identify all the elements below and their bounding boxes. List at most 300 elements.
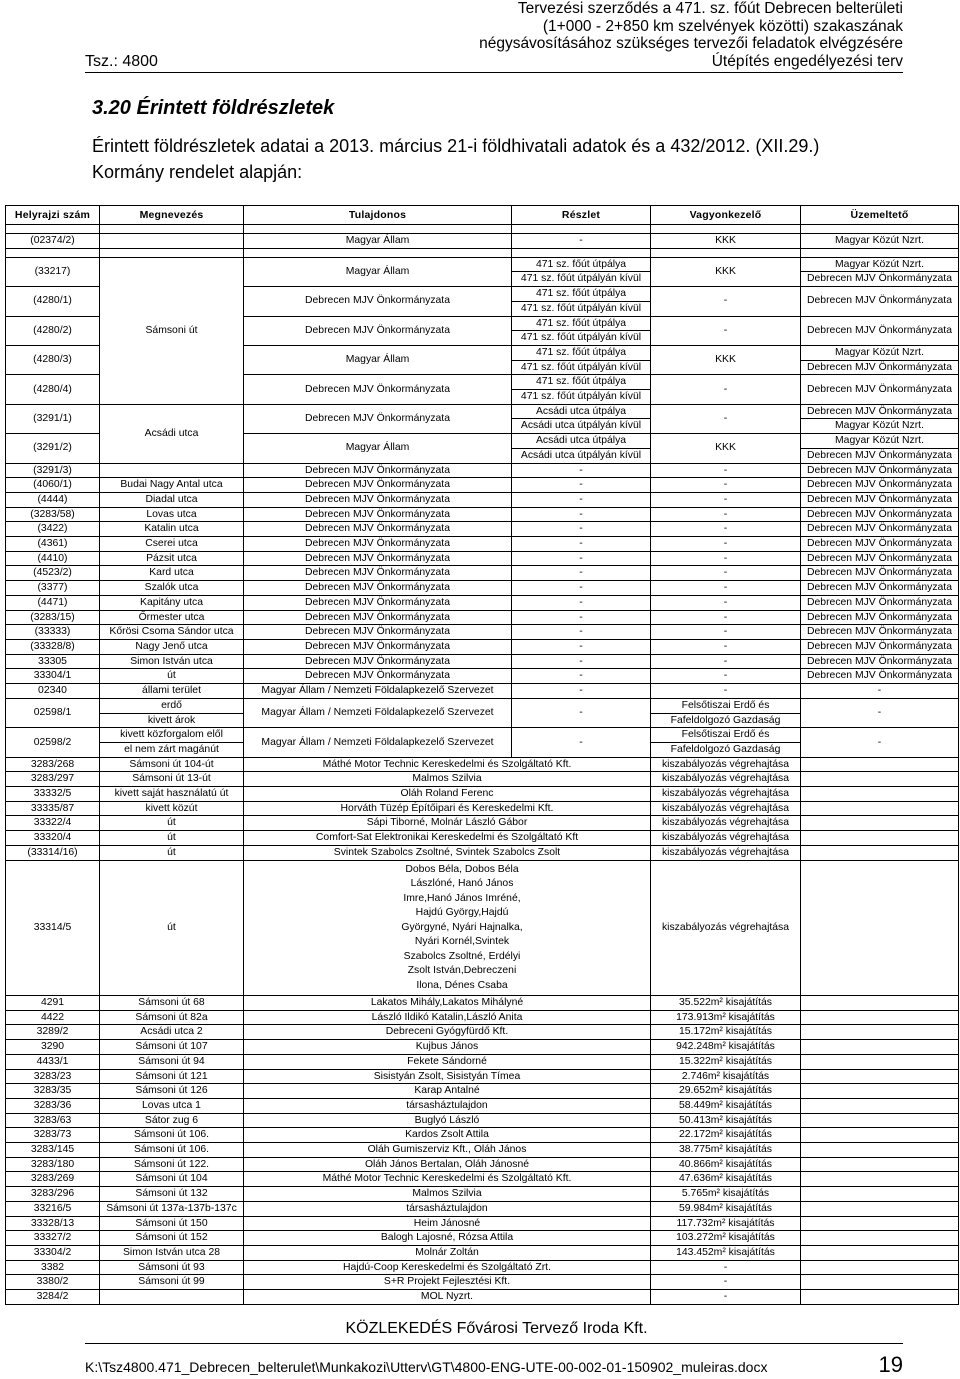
- table-cell: Máthé Motor Technic Kereskedelmi és Szolgáltató Kft.: [244, 757, 651, 772]
- table-cell: erdő: [100, 698, 244, 713]
- table-cell: [801, 1143, 959, 1158]
- table-cell: [512, 248, 651, 257]
- table-cell: [801, 1098, 959, 1113]
- tsz-number: Tsz.: 4800: [85, 53, 158, 70]
- table-cell: Acsádi utca útpályán kívül: [512, 419, 651, 434]
- table-cell: kiszabályozás végrehajtása: [651, 860, 801, 996]
- table-cell: kivett közforgalom elől: [100, 728, 244, 743]
- table-cell: 942.248m² kisajátítás: [651, 1040, 801, 1055]
- table-cell: 3283/268: [6, 757, 100, 772]
- table-cell: Debrecen MJV Önkormányzata: [801, 551, 959, 566]
- table-cell: 471 sz. főút útpályán kívül: [512, 390, 651, 405]
- table-cell: Sámsoni út 106.: [100, 1128, 244, 1143]
- column-header-operator: Üzemeltető: [801, 206, 959, 225]
- table-cell: 4433/1: [6, 1054, 100, 1069]
- table-cell: -: [651, 610, 801, 625]
- table-cell: Nagy Jenő utca: [100, 639, 244, 654]
- table-cell: [801, 757, 959, 772]
- table-cell: -: [651, 492, 801, 507]
- table-cell: Karap Antalné: [244, 1084, 651, 1099]
- table-cell: Debrecen MJV Önkormányzata: [801, 610, 959, 625]
- table-cell: Debrecen MJV Önkormányzata: [801, 404, 959, 419]
- table-cell: [100, 1290, 244, 1305]
- table-cell: 59.984m² kisajátítás: [651, 1201, 801, 1216]
- table-row: [6, 566, 959, 581]
- table-cell: (33217): [6, 257, 100, 286]
- table-cell: (33333): [6, 625, 100, 640]
- table-cell: [801, 860, 959, 996]
- table-row: [6, 625, 959, 640]
- table-row: [6, 831, 959, 846]
- table-row: [6, 1231, 959, 1246]
- table-cell: -: [512, 595, 651, 610]
- table-row: [6, 478, 959, 493]
- table-cell: -: [801, 728, 959, 757]
- table-cell: Horváth Tüzép Építőipari és Kereskedelmi Kft.: [244, 801, 651, 816]
- table-cell: -: [651, 463, 801, 478]
- table-cell: (4410): [6, 551, 100, 566]
- table-cell: 33216/5: [6, 1201, 100, 1216]
- table-cell: Debrecen MJV Önkormányzata: [244, 522, 512, 537]
- table-row: [6, 669, 959, 684]
- table-cell: [801, 996, 959, 1011]
- table-cell: Debrecen MJV Önkormányzata: [801, 492, 959, 507]
- table-cell: 2.746m² kisajátítás: [651, 1069, 801, 1084]
- table-row: [6, 1187, 959, 1202]
- table-cell: 35.522m² kisajátítás: [651, 996, 801, 1011]
- column-header-name: Megnevezés: [100, 206, 244, 225]
- table-cell: Kardos Zsolt Attila: [244, 1128, 651, 1143]
- table-cell: -: [512, 625, 651, 640]
- table-cell: Felsőtiszai Erdő és: [651, 728, 801, 743]
- table-cell: [512, 225, 651, 234]
- table-cell: Fafeldolgozó Gazdaság: [651, 713, 801, 728]
- parcel-row: [6, 404, 959, 419]
- table-cell: (02374/2): [6, 234, 100, 249]
- table-row: [6, 1275, 959, 1290]
- table-cell: Sámsoni út 93: [100, 1260, 244, 1275]
- table-row: [6, 845, 959, 860]
- table-cell: 5.765m² kisajátítás: [651, 1187, 801, 1202]
- table-cell: (3422): [6, 522, 100, 537]
- table-cell: 3283/180: [6, 1157, 100, 1172]
- table-row: [6, 551, 959, 566]
- table-cell: (4280/2): [6, 316, 100, 345]
- table-header-row: [6, 206, 959, 225]
- table-cell: Debrecen MJV Önkormányzata: [801, 639, 959, 654]
- table-cell: [6, 248, 100, 257]
- table-row: [6, 1157, 959, 1172]
- table-cell: [801, 1172, 959, 1187]
- table-cell: -: [801, 684, 959, 699]
- table-cell: 471 sz. főút útpályán kívül: [512, 301, 651, 316]
- table-cell: (3291/2): [6, 434, 100, 463]
- table-row: [6, 1172, 959, 1187]
- table-cell: Debrecen MJV Önkormányzata: [244, 287, 512, 316]
- table-cell: Sisistyán Zsolt, Sisistyán Tímea: [244, 1069, 651, 1084]
- table-cell: (4280/3): [6, 345, 100, 374]
- table-cell: Acsádi utca útpálya: [512, 404, 651, 419]
- table-cell: Debrecen MJV Önkormányzata: [801, 316, 959, 345]
- table-row: [6, 1040, 959, 1055]
- table-row: [6, 522, 959, 537]
- table-cell: Debrecen MJV Önkormányzata: [801, 272, 959, 287]
- table-cell: -: [651, 639, 801, 654]
- table-cell: út: [100, 860, 244, 996]
- table-row: [6, 1084, 959, 1099]
- table-row: [6, 1010, 959, 1025]
- table-cell: -: [801, 698, 959, 727]
- table-cell: [801, 1275, 959, 1290]
- table-cell: 15.172m² kisajátítás: [651, 1025, 801, 1040]
- table-cell: Malmos Szilvia: [244, 1187, 651, 1202]
- table-cell: -: [651, 595, 801, 610]
- table-cell: Lakatos Mihály,Lakatos Mihályné: [244, 996, 651, 1011]
- table-cell: Magyar Állam: [244, 434, 512, 463]
- table-cell: Sámsoni út 122.: [100, 1157, 244, 1172]
- table-cell: Cserei utca: [100, 537, 244, 552]
- table-cell: Debrecen MJV Önkormányzata: [801, 625, 959, 640]
- table-cell: Diadal utca: [100, 492, 244, 507]
- header-line: Tervezési szerződés a 471. sz. főút Debrecen belterületi: [517, 0, 903, 17]
- table-cell: (3377): [6, 581, 100, 596]
- header-line: Útépítés engedélyezési terv: [711, 52, 903, 70]
- table-cell: Comfort-Sat Elektronikai Kereskedelmi és Szolgáltató Kft: [244, 831, 651, 846]
- table-cell: [244, 248, 512, 257]
- table-cell: Budai Nagy Antal utca: [100, 478, 244, 493]
- table-cell: 471 sz. főút útpálya: [512, 316, 651, 331]
- column-header-manager: Vagyonkezelő: [651, 206, 801, 225]
- table-cell: [801, 1113, 959, 1128]
- parcel-row: [6, 257, 959, 272]
- table-cell: 3382: [6, 1260, 100, 1275]
- table-cell: 58.449m² kisajátítás: [651, 1098, 801, 1113]
- table-cell: Kapitány utca: [100, 595, 244, 610]
- table-cell: Oláh Roland Ferenc: [244, 787, 651, 802]
- table-cell: 471 sz. főút útpályán kívül: [512, 360, 651, 375]
- table-cell: -: [651, 1260, 801, 1275]
- table-cell: 50.413m² kisajátítás: [651, 1113, 801, 1128]
- table-cell: 3283/297: [6, 772, 100, 787]
- table-cell: [801, 248, 959, 257]
- table-cell: Debrecen MJV Önkormányzata: [801, 360, 959, 375]
- table-cell: Sámsoni út 132: [100, 1187, 244, 1202]
- table-cell: 02340: [6, 684, 100, 699]
- table-row: [6, 595, 959, 610]
- table-cell: -: [651, 1290, 801, 1305]
- table-cell: [801, 1260, 959, 1275]
- table-cell: Debrecen MJV Önkormányzata: [801, 581, 959, 596]
- table-cell: Máthé Motor Technic Kereskedelmi és Szolgáltató Kft.: [244, 1172, 651, 1187]
- table-cell: Simon István utca: [100, 654, 244, 669]
- table-cell: társasháztulajdon: [244, 1098, 651, 1113]
- table-row: [6, 507, 959, 522]
- table-cell: Kujbus János: [244, 1040, 651, 1055]
- table-cell: Debrecen MJV Önkormányzata: [801, 522, 959, 537]
- table-cell: -: [512, 492, 651, 507]
- table-cell: [244, 225, 512, 234]
- table-cell: -: [512, 566, 651, 581]
- table-cell: 33335/87: [6, 801, 100, 816]
- page-number: 19: [878, 1352, 903, 1377]
- table-cell: Debreceni Gyógyfürdő Kft.: [244, 1025, 651, 1040]
- table-cell: 38.775m² kisajátítás: [651, 1143, 801, 1158]
- table-cell: [801, 1128, 959, 1143]
- table-cell: -: [651, 566, 801, 581]
- table-cell: kivett árok: [100, 713, 244, 728]
- table-cell: Debrecen MJV Önkormányzata: [801, 448, 959, 463]
- table-cell: 471 sz. főút útpálya: [512, 257, 651, 272]
- section-title: 3.20 Érintett földrészletek: [92, 97, 335, 119]
- table-cell: -: [651, 287, 801, 316]
- table-cell: Sámsoni út 137a-137b-137c: [100, 1201, 244, 1216]
- table-cell: MOL Nyzrt.: [244, 1290, 651, 1305]
- table-cell: KKK: [651, 434, 801, 463]
- table-cell: Debrecen MJV Önkormányzata: [244, 610, 512, 625]
- table-cell: -: [651, 625, 801, 640]
- table-cell: Katalin utca: [100, 522, 244, 537]
- table-cell: -: [512, 684, 651, 699]
- table-cell: Sámsoni út 121: [100, 1069, 244, 1084]
- table-cell: Molnár Zoltán: [244, 1245, 651, 1260]
- table-row: [6, 1113, 959, 1128]
- table-cell: Heim Jánosné: [244, 1216, 651, 1231]
- table-cell: [801, 1201, 959, 1216]
- table-row: [6, 1290, 959, 1305]
- table-cell: Debrecen MJV Önkormányzata: [801, 654, 959, 669]
- table-cell: 3283/73: [6, 1128, 100, 1143]
- table-cell: 173.913m² kisajátítás: [651, 1010, 801, 1025]
- header-line: (1+000 - 2+850 km szelvények közötti) szakaszának: [542, 17, 903, 35]
- table-cell: 3283/36: [6, 1098, 100, 1113]
- table-cell: [801, 1010, 959, 1025]
- table-cell: 3283/23: [6, 1069, 100, 1084]
- table-cell: KKK: [651, 257, 801, 286]
- table-cell: Sámsoni út 13-út: [100, 772, 244, 787]
- table-cell: Magyar Állam: [244, 257, 512, 286]
- table-cell: 02598/2: [6, 728, 100, 757]
- table-cell: kiszabályozás végrehajtása: [651, 772, 801, 787]
- table-cell: Balogh Lajosné, Rózsa Attila: [244, 1231, 651, 1246]
- table-cell: Magyar Közút Nzrt.: [801, 345, 959, 360]
- table-cell: Debrecen MJV Önkormányzata: [244, 316, 512, 345]
- table-cell: út: [100, 845, 244, 860]
- parcels-table: [5, 205, 959, 1305]
- table-cell: 3283/296: [6, 1187, 100, 1202]
- table-cell: -: [651, 507, 801, 522]
- table-cell: -: [651, 522, 801, 537]
- table-cell: 3283/269: [6, 1172, 100, 1187]
- table-cell: Kőrösi Csoma Sándor utca: [100, 625, 244, 640]
- table-cell: út: [100, 669, 244, 684]
- table-cell: -: [512, 654, 651, 669]
- table-cell: kiszabályozás végrehajtása: [651, 787, 801, 802]
- table-cell: kiszabályozás végrehajtása: [651, 816, 801, 831]
- table-cell: Sámsoni út 152: [100, 1231, 244, 1246]
- table-cell: -: [512, 698, 651, 727]
- table-cell: Kard utca: [100, 566, 244, 581]
- table-cell: Magyar Állam: [244, 345, 512, 374]
- table-cell: (33314/16): [6, 845, 100, 860]
- table-cell: [801, 1084, 959, 1099]
- spacer-row: [6, 225, 959, 234]
- table-cell: (4280/1): [6, 287, 100, 316]
- table-cell: [801, 1187, 959, 1202]
- header-line: négysávosításához szükséges tervezői feladatok elvégzésére: [479, 35, 903, 52]
- table-cell: Debrecen MJV Önkormányzata: [801, 478, 959, 493]
- table-cell: Debrecen MJV Önkormányzata: [244, 625, 512, 640]
- table-cell: Debrecen MJV Önkormányzata: [801, 669, 959, 684]
- table-row: [6, 1143, 959, 1158]
- table-cell: [801, 1231, 959, 1246]
- table-row: [6, 1245, 959, 1260]
- table-cell: -: [651, 581, 801, 596]
- table-cell: 40.866m² kisajátítás: [651, 1157, 801, 1172]
- table-cell: 22.172m² kisajátítás: [651, 1128, 801, 1143]
- table-cell: -: [512, 669, 651, 684]
- table-cell: 29.652m² kisajátítás: [651, 1084, 801, 1099]
- table-cell: 143.452m² kisajátítás: [651, 1245, 801, 1260]
- table-row: [6, 728, 959, 743]
- table-cell: (33328/8): [6, 639, 100, 654]
- table-cell: Debrecen MJV Önkormányzata: [244, 507, 512, 522]
- table-cell: 33328/13: [6, 1216, 100, 1231]
- table-cell: Magyar Állam: [244, 234, 512, 249]
- table-cell: Oláh Gumiszerviz Kft., Oláh János: [244, 1143, 651, 1158]
- table-cell: 3284/2: [6, 1290, 100, 1305]
- table-cell: -: [512, 234, 651, 249]
- table-row: [6, 1216, 959, 1231]
- table-cell: Buglyó László: [244, 1113, 651, 1128]
- table-cell: [801, 1069, 959, 1084]
- table-cell: (4471): [6, 595, 100, 610]
- table-cell: Magyar Állam / Nemzeti Földalapkezelő Szervezet: [244, 684, 512, 699]
- table-cell: -: [651, 684, 801, 699]
- footer-file-path: K:\Tsz4800.471_Debrecen_belterulet\Munkakozi\Utterv\GT\4800-ENG-UTE-00-002-01-150902_muleiras.docx: [85, 1359, 768, 1375]
- table-cell: 33314/5: [6, 860, 100, 996]
- table-cell: Pázsit utca: [100, 551, 244, 566]
- table-cell: Dobos Béla, Dobos Béla Lászlóné, Hanó János Imre,Hanó János Imréné, Hajdú György,Hajdú Györgyné, Nyári Hajnalka, Nyári Kornél,Svintek Szabolcs Zsoltné, Erdélyi Zsolt István,Debreczeni Ilona, Dénes Csaba: [244, 860, 651, 996]
- table-cell: Debrecen MJV Önkormányzata: [244, 375, 512, 404]
- table-cell: 33327/2: [6, 1231, 100, 1246]
- table-cell: 3289/2: [6, 1025, 100, 1040]
- table-cell: 33320/4: [6, 831, 100, 846]
- table-cell: Debrecen MJV Önkormányzata: [244, 595, 512, 610]
- table-cell: [801, 1216, 959, 1231]
- intro-paragraph: Érintett földrészletek adatai a 2013. március 21-i földhivatali adatok és a 432/2012. (XII.29.) Kormány rendelet alapján:: [92, 136, 820, 182]
- table-cell: -: [651, 316, 801, 345]
- table-cell: 3283/63: [6, 1113, 100, 1128]
- table-row: [6, 581, 959, 596]
- footer-divider: [85, 1343, 903, 1344]
- table-cell: kiszabályozás végrehajtása: [651, 801, 801, 816]
- table-cell: Magyar Közút Nzrt.: [801, 419, 959, 434]
- table-cell: (3283/15): [6, 610, 100, 625]
- table-cell: 4422: [6, 1010, 100, 1025]
- table-cell: Debrecen MJV Önkormányzata: [244, 654, 512, 669]
- table-cell: -: [512, 478, 651, 493]
- table-cell: Sátor zug 6: [100, 1113, 244, 1128]
- table-cell: Sámsoni út 150: [100, 1216, 244, 1231]
- table-cell: Acsádi utca 2: [100, 1025, 244, 1040]
- table-cell: kiszabályozás végrehajtása: [651, 757, 801, 772]
- table-cell: -: [651, 654, 801, 669]
- table-cell: Sámsoni út 82a: [100, 1010, 244, 1025]
- table-cell: [651, 225, 801, 234]
- table-row: [6, 996, 959, 1011]
- column-header-part: Részlet: [512, 206, 651, 225]
- table-row: [6, 757, 959, 772]
- table-body: [6, 225, 959, 1305]
- table-cell: -: [512, 537, 651, 552]
- table-cell: 33305: [6, 654, 100, 669]
- table-row: [6, 860, 959, 996]
- table-cell: 103.272m² kisajátítás: [651, 1231, 801, 1246]
- table-row: [6, 654, 959, 669]
- table-row: [6, 698, 959, 713]
- table-cell: 471 sz. főút útpályán kívül: [512, 331, 651, 346]
- table-cell: Debrecen MJV Önkormányzata: [244, 566, 512, 581]
- table-cell: (3283/58): [6, 507, 100, 522]
- table-cell: Debrecen MJV Önkormányzata: [801, 463, 959, 478]
- table-cell: Sámsoni út 68: [100, 996, 244, 1011]
- street-name-cell: Sámsoni út: [100, 257, 244, 404]
- table-cell: Őrmester utca: [100, 610, 244, 625]
- table-cell: Sámsoni út 104: [100, 1172, 244, 1187]
- table-cell: [801, 1040, 959, 1055]
- table-cell: [801, 1290, 959, 1305]
- table-cell: [100, 225, 244, 234]
- table-cell: Oláh János Bertalan, Oláh Jánosné: [244, 1157, 651, 1172]
- table-cell: Acsádi utca útpálya: [512, 434, 651, 449]
- table-cell: társasháztulajdon: [244, 1201, 651, 1216]
- street-name-cell: Acsádi utca: [100, 404, 244, 463]
- table-cell: 3283/145: [6, 1143, 100, 1158]
- table-cell: Hajdú-Coop Kereskedelmi és Szolgáltató Zrt.: [244, 1260, 651, 1275]
- table-cell: -: [512, 507, 651, 522]
- table-cell: [801, 772, 959, 787]
- table-cell: 471 sz. főút útpályán kívül: [512, 272, 651, 287]
- table-cell: [801, 801, 959, 816]
- table-row: [6, 1260, 959, 1275]
- table-cell: 33304/1: [6, 669, 100, 684]
- table-cell: KKK: [651, 345, 801, 374]
- table-cell: Debrecen MJV Önkormányzata: [244, 669, 512, 684]
- table-row: [6, 639, 959, 654]
- table-cell: Lovas utca: [100, 507, 244, 522]
- table-cell: Debrecen MJV Önkormányzata: [244, 478, 512, 493]
- table-cell: Debrecen MJV Önkormányzata: [244, 492, 512, 507]
- table-cell: (4523/2): [6, 566, 100, 581]
- table-cell: [801, 1245, 959, 1260]
- table-row: [6, 772, 959, 787]
- table-cell: Sápi Tiborné, Molnár László Gábor: [244, 816, 651, 831]
- column-header-hrsz: Helyrajzi szám: [6, 206, 100, 225]
- table-row: [6, 1201, 959, 1216]
- table-cell: -: [512, 522, 651, 537]
- table-cell: [651, 248, 801, 257]
- table-cell: Debrecen MJV Önkormányzata: [244, 463, 512, 478]
- table-cell: Debrecen MJV Önkormányzata: [801, 595, 959, 610]
- table-cell: Fafeldolgozó Gazdaság: [651, 742, 801, 757]
- table-cell: Sámsoni út 107: [100, 1040, 244, 1055]
- table-cell: S+R Projekt Fejlesztési Kft.: [244, 1275, 651, 1290]
- table-row: [6, 1128, 959, 1143]
- table-cell: 471 sz. főút útpálya: [512, 375, 651, 390]
- table-cell: Debrecen MJV Önkormányzata: [244, 537, 512, 552]
- table-cell: Debrecen MJV Önkormányzata: [244, 639, 512, 654]
- table-row: [6, 1069, 959, 1084]
